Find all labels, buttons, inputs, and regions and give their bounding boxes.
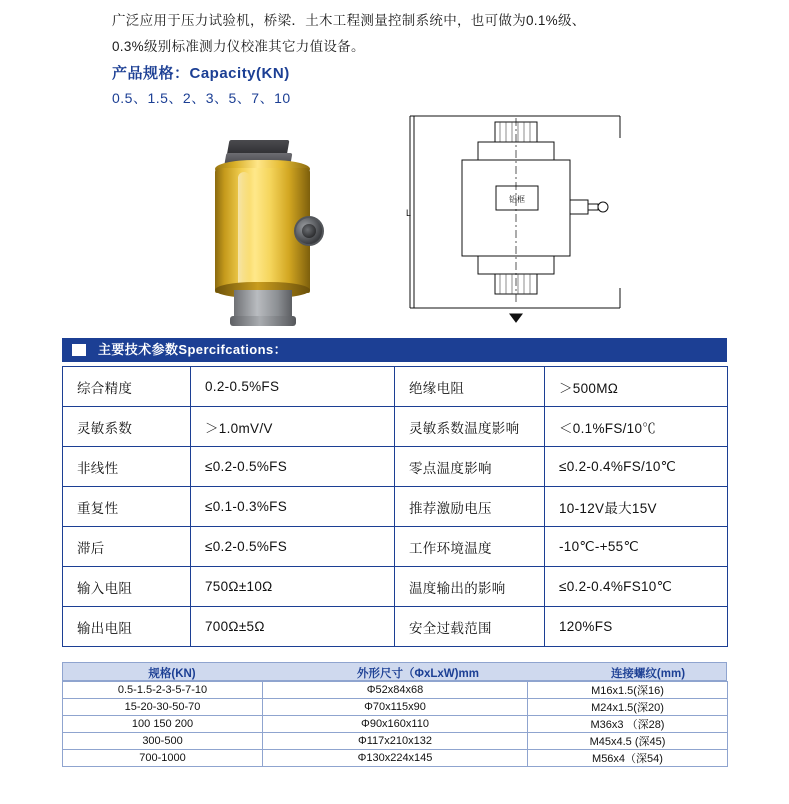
spec-key: 灵敏系数: [63, 407, 191, 447]
drawing-height-label: L: [406, 208, 412, 218]
spec-key-2: 工作环境温度: [395, 527, 545, 567]
spec-key: 输入电阻: [63, 567, 191, 607]
intro-line-1: 广泛应用于压力试验机，桥梁．土木工程测量控制系统中，也可做为0.1%级、: [112, 13, 586, 28]
drawing-svg: [400, 108, 630, 323]
dim-header-size: 外形尺寸（ΦxLxW)mm: [357, 668, 479, 680]
intro-line-2: 0.3%级别标准测力仪校准其它力值设备。: [112, 39, 365, 54]
dim-thread: M16x1.5(深16): [528, 682, 728, 699]
spec-key: 综合精度: [63, 367, 191, 407]
dim-spec: 15-20-30-50-70: [63, 699, 263, 716]
dim-size: Φ90x160x110: [263, 716, 528, 733]
spec-key-2: 安全过载范围: [395, 607, 545, 647]
spec-key-2: 绝缘电阻: [395, 367, 545, 407]
spec-table-title: [62, 338, 727, 362]
table-row: [63, 699, 728, 716]
product-photo: [190, 130, 370, 320]
intro-paragraph: [112, 8, 772, 60]
dimension-table: [62, 681, 728, 767]
spec-value: ≤0.2-0.5%FS: [191, 447, 395, 487]
spec-key: 滞后: [63, 527, 191, 567]
dim-thread: M45x4.5 (深45): [528, 733, 728, 750]
table-row: [63, 607, 728, 647]
spec-value: ≤0.1-0.3%FS: [191, 487, 395, 527]
spec-key-2: 温度输出的影响: [395, 567, 545, 607]
drawing-center-label: 铝框: [509, 195, 525, 204]
spec-value: 0.2-0.5%FS: [191, 367, 395, 407]
spec-table-title-text: 主要技术参数Spercifcations：: [98, 342, 287, 357]
spec-value-2: 120%FS: [545, 607, 728, 647]
spec-value-2: ＜0.1%FS/10℃: [545, 407, 728, 447]
dim-thread: M24x1.5(深20): [528, 699, 728, 716]
spec-value: ＞1.0mV/V: [191, 407, 395, 447]
spec-value-2: ＞500MΩ: [545, 367, 728, 407]
spec-key-2: 零点温度影响: [395, 447, 545, 487]
dim-spec: 300-500: [63, 733, 263, 750]
dim-spec: 100 150 200: [63, 716, 263, 733]
table-row: [63, 682, 728, 699]
table-row: [63, 527, 728, 567]
table-row: [63, 750, 728, 767]
dim-spec: 700-1000: [63, 750, 263, 767]
dimension-table-header: [62, 662, 727, 681]
spec-value: ≤0.2-0.5%FS: [191, 527, 395, 567]
spec-table: [62, 366, 728, 647]
spec-key: 重复性: [63, 487, 191, 527]
dim-size: Φ52x84x68: [263, 682, 528, 699]
dim-header-thread: 连接螺纹(mm): [610, 668, 686, 680]
spec-key: 非线性: [63, 447, 191, 487]
dim-size: Φ70x115x90: [263, 699, 528, 716]
dim-size: Φ130x224x145: [263, 750, 528, 767]
spec-value-2: ≤0.2-0.4%FS10℃: [545, 567, 728, 607]
spec-value: 700Ω±5Ω: [191, 607, 395, 647]
spec-value: 750Ω±10Ω: [191, 567, 395, 607]
dim-spec: 0.5-1.5-2-3-5-7-10: [63, 682, 263, 699]
table-row: [63, 367, 728, 407]
spec-key-2: 推荐激励电压: [395, 487, 545, 527]
capacity-values: 0.5、1.5、2、3、5、7、10: [112, 90, 291, 106]
spec-value-2: ≤0.2-0.4%FS/10℃: [545, 447, 728, 487]
connector-pin-icon: [302, 224, 316, 238]
table-row: [63, 716, 728, 733]
capacity-heading: 产品规格：Capacity(KN): [112, 65, 290, 82]
spec-value-2: 10-12V最大15V: [545, 487, 728, 527]
barrel-highlight: [238, 172, 250, 290]
sensor-base-lip: [230, 316, 296, 326]
spec-value-2: -10℃-+55℃: [545, 527, 728, 567]
table-row: [63, 447, 728, 487]
table-row: [63, 487, 728, 527]
spec-key: 输出电阻: [63, 607, 191, 647]
dim-thread: M36x3 （深28): [528, 716, 728, 733]
table-row: [63, 567, 728, 607]
dim-header-spec: 规格(KN): [148, 668, 196, 680]
dim-size: Φ117x210x132: [263, 733, 528, 750]
dim-thread: M56x4（深54): [528, 750, 728, 767]
technical-drawing: [400, 108, 630, 323]
spec-key-2: 灵敏系数温度影响: [395, 407, 545, 447]
table-row: [63, 733, 728, 750]
title-marker-icon: [72, 344, 86, 356]
table-row: [63, 407, 728, 447]
